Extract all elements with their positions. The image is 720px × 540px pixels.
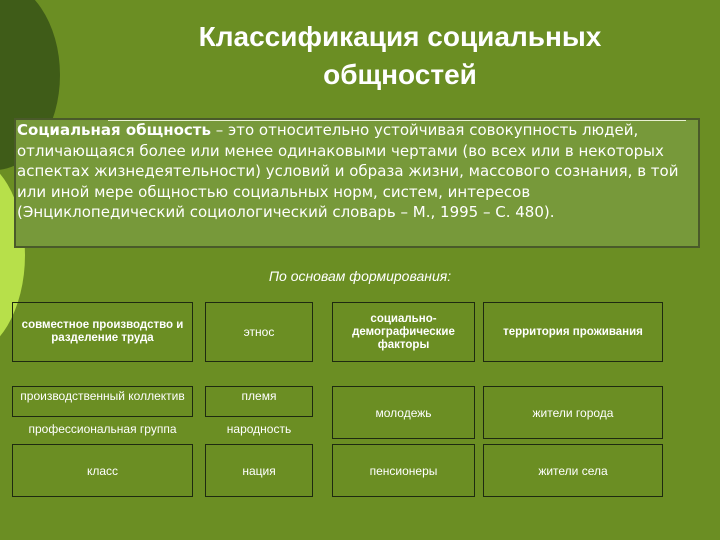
item-class: класс (12, 444, 193, 497)
definition-text (17, 120, 697, 223)
item-village-residents: жители села (483, 444, 663, 497)
item-pensioners: пенсионеры (332, 444, 475, 497)
header-ethnos: этнос (205, 302, 313, 362)
basis-label: По основам формирования: (268, 268, 452, 284)
slide-title: Классификация социальных общностей (198, 21, 602, 90)
header-territory: территория проживания (483, 302, 663, 362)
item-professional-group: профессиональная группа (28, 422, 177, 436)
definition-term: Социальная общность (17, 121, 211, 139)
item-nationality: народность (226, 422, 292, 436)
header-sociodemographic: социально-демографические факторы (332, 302, 475, 362)
item-youth: молодежь (332, 386, 475, 439)
header-production: совместное производство и разделение труда (12, 302, 193, 362)
item-production-collective: производственный коллектив (12, 386, 193, 417)
item-tribe: племя (205, 386, 313, 417)
item-city-residents: жители города (483, 386, 663, 439)
item-nation: нация (205, 444, 313, 497)
definition-body: – это относительно устойчивая совокупность людей, отличающаяся более или менее одинаковыми чертами (во всех или в некоторых аспектах жизнедеятельности) условий и образа жизни, массового сознания, в той или иной мере общностью социальных норм, систем, интересов (Энциклопедический социологический словарь – М., 1995 – С. 480). (17, 121, 679, 221)
